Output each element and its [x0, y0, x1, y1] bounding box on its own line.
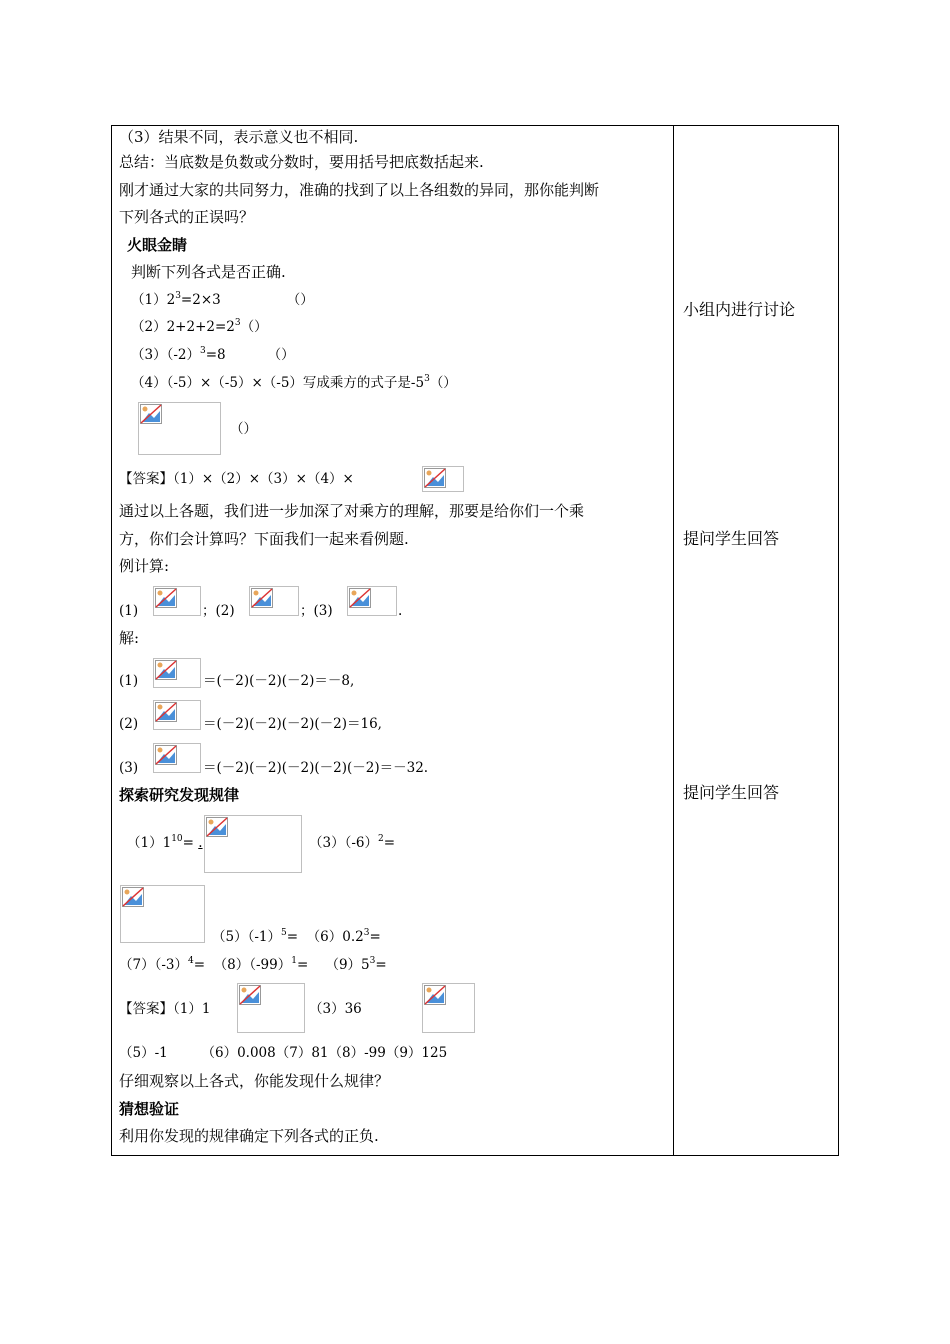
activity-note: 小组内进行讨论 [683, 300, 796, 319]
text-line: 仔细观察以上各式，你能发现什么规律？ [119, 1072, 390, 1090]
broken-image-icon [153, 586, 201, 616]
lesson-table [111, 125, 839, 1156]
exercise-3: $(3)(-6)^2=$ [309, 834, 396, 851]
solution-2-label: (2) [119, 716, 139, 732]
broken-image-icon [153, 658, 201, 688]
text-line: （3）结果不同，表示意义也不相同. [119, 128, 359, 146]
solution-3: ＝(－2)(－2)(－2)(－2)(－2)＝－32. [203, 760, 429, 776]
broken-image-icon [138, 402, 221, 455]
question-1: $(1)2^3=2\times 3$ （） [131, 291, 314, 308]
solution-1: ＝(－2)(－2)(－2)＝－8, [203, 673, 355, 689]
broken-image-icon [422, 466, 464, 492]
example-label-2: ；(2) [202, 603, 235, 619]
broken-image-icon [153, 743, 201, 773]
exercise-7-9: $(7)(-3)^4= (8)(-99)^1=$ $(9)5^3=$ [119, 956, 387, 973]
example-end: . [398, 603, 403, 619]
broken-image-icon [204, 815, 302, 873]
column-divider [673, 126, 674, 1155]
section-heading: 探索研究发现规律 [119, 786, 240, 804]
answer-line: 【答案】（1）×（2）×（3）×（4）× [119, 471, 354, 487]
question-3: $(3)(-2)^3=8$ （） [131, 346, 295, 363]
text-line: 判断下列各式是否正确. [131, 263, 286, 281]
answer-continued: （5）-1 （6）0.008（7）81（8）-99（9）125 [119, 1045, 448, 1061]
question-5-bracket: （） [230, 421, 257, 437]
answer-3: （3）36 [309, 1001, 362, 1017]
exercise-5-6: $(5)(-1)^5= (6)0.2^3=$ [212, 928, 381, 945]
question-2: $(2)2+2+2=2^3()$ [131, 318, 268, 335]
example-label-3: ；(3) [300, 603, 333, 619]
text-line: 总结：当底数是负数或分数时，要用括号把底数括起来. [119, 153, 484, 171]
exercise-1: $(1)1^{10}=$ . [127, 834, 203, 851]
text-line: 刚才通过大家的共同努力，准确的找到了以上各组数的异同，那你能判断 [119, 181, 600, 199]
text-line: 方，你们会计算吗？下面我们一起来看例题. [119, 530, 409, 548]
text-line: 通过以上各题，我们进一步加深了对乘方的理解，那要是给你们一个乘 [119, 502, 585, 520]
broken-image-icon [153, 700, 201, 730]
solution-3-label: (3) [119, 760, 139, 776]
activity-note: 提问学生回答 [683, 783, 780, 802]
solution-1-label: (1) [119, 673, 139, 689]
text-line: 例计算: [119, 557, 170, 575]
solution-2: ＝(－2)(－2)(－2)(－2)＝16, [203, 716, 382, 732]
solution-label: 解: [119, 629, 140, 647]
activity-note: 提问学生回答 [683, 529, 780, 548]
example-label-1: (1) [119, 603, 139, 619]
question-4: （4）（-5）×（-5）×（-5）写成乘方的式子是$-5^3()$ [131, 374, 457, 391]
broken-image-icon [422, 983, 475, 1033]
broken-image-icon [249, 586, 299, 616]
section-heading: 猜想验证 [119, 1100, 180, 1118]
broken-image-icon [347, 586, 397, 616]
text-line: 利用你发现的规律确定下列各式的正负. [119, 1127, 379, 1145]
answer-line: 【答案】（1）1 [119, 1001, 211, 1017]
section-heading: 火眼金睛 [127, 236, 188, 254]
broken-image-icon [120, 885, 205, 943]
text-line: 下列各式的正误吗？ [119, 208, 255, 226]
broken-image-icon [237, 983, 305, 1033]
